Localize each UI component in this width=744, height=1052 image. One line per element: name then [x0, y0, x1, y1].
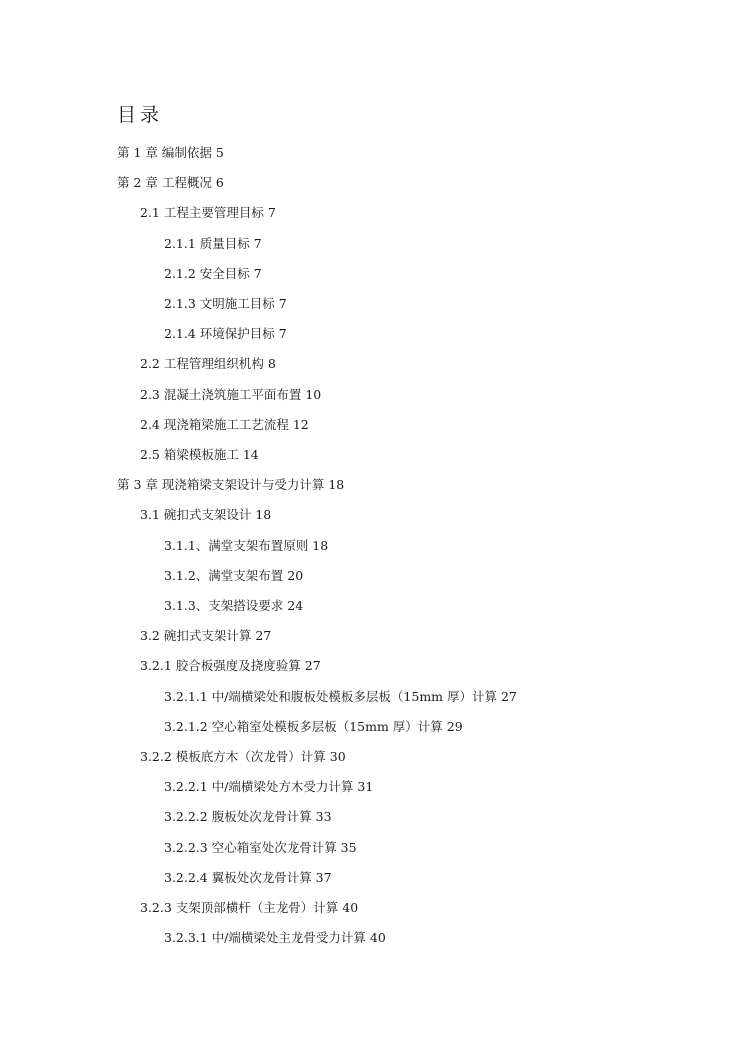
- toc-entry[interactable]: 3.2.2.2 腹板处次龙骨计算 33: [164, 809, 332, 825]
- toc-entry[interactable]: 3.2.2.1 中/端横梁处方木受力计算 31: [164, 779, 374, 795]
- toc-entry[interactable]: 3.1 碗扣式支架设计 18: [140, 507, 272, 523]
- toc-entry[interactable]: 2.3 混凝土浇筑施工平面布置 10: [140, 386, 322, 402]
- toc-entry[interactable]: 2.1 工程主要管理目标 7: [140, 205, 276, 221]
- toc-entry[interactable]: 3.2.2.4 翼板处次龙骨计算 37: [164, 869, 332, 885]
- toc-entry[interactable]: 2.2 工程管理组织机构 8: [140, 356, 276, 372]
- toc-entry[interactable]: 3.1.1、满堂支架布置原则 18: [164, 537, 329, 553]
- toc-entry[interactable]: 3.2.1.2 空心箱室处模板多层板（15mm 厚）计算 29: [164, 718, 463, 734]
- toc-entry[interactable]: 第 3 章 现浇箱梁支架设计与受力计算 18: [117, 477, 345, 493]
- toc-entry[interactable]: 3.2.3.1 中/端横梁处主龙骨受力计算 40: [164, 930, 386, 946]
- toc-entry[interactable]: 2.1.4 环境保护目标 7: [164, 326, 287, 342]
- toc-entry[interactable]: 3.2.1 胶合板强度及挠度验算 27: [140, 658, 321, 674]
- toc-entry[interactable]: 3.2.2 模板底方木（次龙骨）计算 30: [140, 749, 346, 764]
- page-title: 目录: [117, 104, 164, 126]
- toc-entry[interactable]: 3.2 碗扣式支架计算 27: [140, 628, 272, 644]
- toc-entry[interactable]: 2.1.1 质量目标 7: [164, 235, 262, 251]
- toc-entry[interactable]: 2.1.3 文明施工目标 7: [164, 296, 287, 311]
- toc-entry[interactable]: 3.2.1.1 中/端横梁处和腹板处模板多层板（15mm 厚）计算 27: [164, 688, 517, 704]
- toc-entry[interactable]: 2.5 箱梁模板施工 14: [140, 447, 259, 462]
- toc-entry[interactable]: 3.2.3 支架顶部横杆（主龙骨）计算 40: [140, 900, 359, 915]
- toc-entry[interactable]: 第 2 章 工程概况 6: [117, 175, 224, 191]
- toc-entry[interactable]: 第 1 章 编制依据 5: [117, 145, 224, 160]
- toc-entry[interactable]: 3.1.2、满堂支架布置 20: [164, 567, 304, 583]
- toc-entry[interactable]: 3.1.3、支架搭设要求 24: [164, 598, 304, 613]
- toc-entry[interactable]: 3.2.2.3 空心箱室处次龙骨计算 35: [164, 839, 357, 855]
- toc-entry[interactable]: 2.1.2 安全目标 7: [164, 265, 262, 281]
- toc-entry[interactable]: 2.4 现浇箱梁施工工艺流程 12: [140, 416, 309, 432]
